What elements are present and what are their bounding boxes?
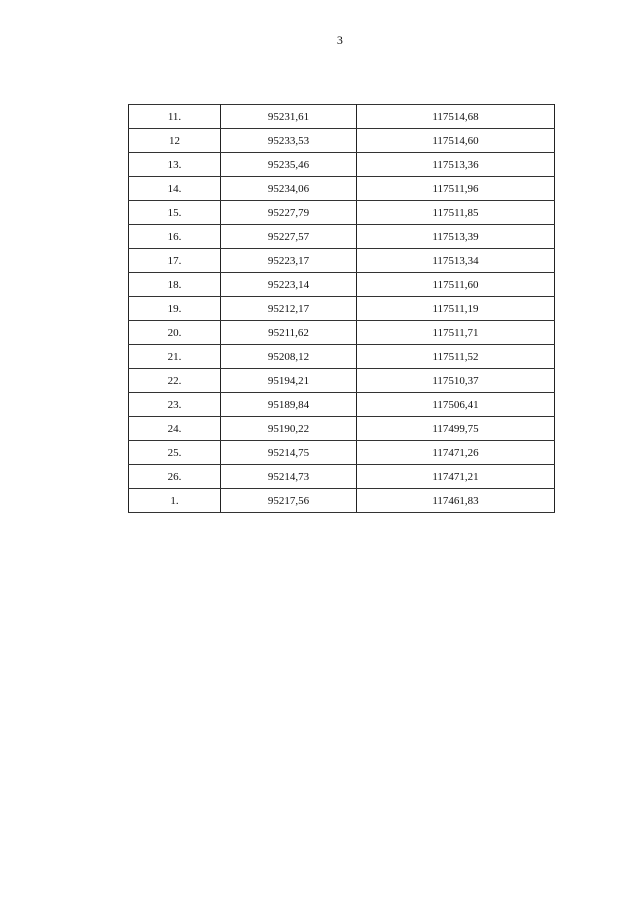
x-coordinate-cell: 95214,75 <box>221 441 357 465</box>
point-number-cell: 18. <box>129 273 221 297</box>
x-coordinate-cell: 95214,73 <box>221 465 357 489</box>
point-number-cell: 14. <box>129 177 221 201</box>
y-coordinate-cell: 117514,68 <box>357 105 555 129</box>
point-number-cell: 24. <box>129 417 221 441</box>
x-coordinate-cell: 95234,06 <box>221 177 357 201</box>
table-row <box>129 321 555 345</box>
x-coordinate-cell: 95231,61 <box>221 105 357 129</box>
y-coordinate-cell: 117514,60 <box>357 129 555 153</box>
table-row <box>129 345 555 369</box>
y-coordinate-cell: 117499,75 <box>357 417 555 441</box>
table-row <box>129 465 555 489</box>
y-coordinate-cell: 117511,71 <box>357 321 555 345</box>
x-coordinate-cell: 95223,14 <box>221 273 357 297</box>
point-number-cell: 26. <box>129 465 221 489</box>
point-number-cell: 21. <box>129 345 221 369</box>
y-coordinate-cell: 117471,21 <box>357 465 555 489</box>
point-number-cell: 13. <box>129 153 221 177</box>
y-coordinate-cell: 117461,83 <box>357 489 555 513</box>
point-number-cell: 23. <box>129 393 221 417</box>
point-number-cell: 12 <box>129 129 221 153</box>
point-number-cell: 20. <box>129 321 221 345</box>
y-coordinate-cell: 117511,85 <box>357 201 555 225</box>
x-coordinate-cell: 95194,21 <box>221 369 357 393</box>
y-coordinate-cell: 117513,39 <box>357 225 555 249</box>
table-row <box>129 129 555 153</box>
table-row <box>129 177 555 201</box>
table-row <box>129 273 555 297</box>
coordinates-table <box>128 104 555 513</box>
y-coordinate-cell: 117513,36 <box>357 153 555 177</box>
y-coordinate-cell: 117511,60 <box>357 273 555 297</box>
table-row <box>129 489 555 513</box>
x-coordinate-cell: 95212,17 <box>221 297 357 321</box>
point-number-cell: 19. <box>129 297 221 321</box>
x-coordinate-cell: 95190,22 <box>221 417 357 441</box>
x-coordinate-cell: 95233,53 <box>221 129 357 153</box>
page-number: 3 <box>336 33 344 47</box>
table-row <box>129 441 555 465</box>
table-row <box>129 201 555 225</box>
x-coordinate-cell: 95223,17 <box>221 249 357 273</box>
table-row <box>129 225 555 249</box>
point-number-cell: 22. <box>129 369 221 393</box>
point-number-cell: 16. <box>129 225 221 249</box>
table-row <box>129 417 555 441</box>
y-coordinate-cell: 117471,26 <box>357 441 555 465</box>
x-coordinate-cell: 95211,62 <box>221 321 357 345</box>
point-number-cell: 1. <box>129 489 221 513</box>
x-coordinate-cell: 95208,12 <box>221 345 357 369</box>
table-row <box>129 249 555 273</box>
coordinates-table-body <box>129 105 555 513</box>
y-coordinate-cell: 117511,19 <box>357 297 555 321</box>
x-coordinate-cell: 95235,46 <box>221 153 357 177</box>
x-coordinate-cell: 95227,57 <box>221 225 357 249</box>
table-row <box>129 393 555 417</box>
point-number-cell: 15. <box>129 201 221 225</box>
y-coordinate-cell: 117511,96 <box>357 177 555 201</box>
x-coordinate-cell: 95189,84 <box>221 393 357 417</box>
x-coordinate-cell: 95227,79 <box>221 201 357 225</box>
table-row <box>129 105 555 129</box>
point-number-cell: 17. <box>129 249 221 273</box>
table-row <box>129 369 555 393</box>
x-coordinate-cell: 95217,56 <box>221 489 357 513</box>
y-coordinate-cell: 117510,37 <box>357 369 555 393</box>
table-row <box>129 153 555 177</box>
y-coordinate-cell: 117513,34 <box>357 249 555 273</box>
point-number-cell: 25. <box>129 441 221 465</box>
point-number-cell: 11. <box>129 105 221 129</box>
y-coordinate-cell: 117511,52 <box>357 345 555 369</box>
y-coordinate-cell: 117506,41 <box>357 393 555 417</box>
table-row <box>129 297 555 321</box>
